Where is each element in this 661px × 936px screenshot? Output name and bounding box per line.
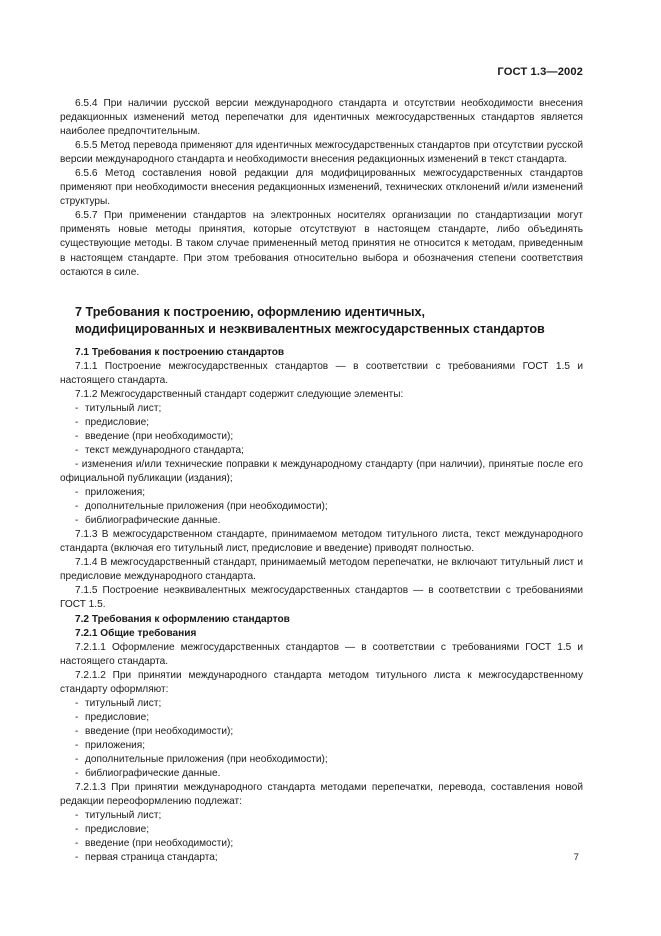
list-item: - титульный лист; xyxy=(75,697,162,709)
list-item-long: - изменения и/или технические поправки к международному стандарту (при наличии), принятые после его официальной публикации (издания); xyxy=(60,458,583,485)
clause-7-2-1-3: 7.2.1.3 При принятии международного стандарта методами перепечатки, перевода, составления новой редакции переоформлению подлежат: xyxy=(60,782,583,808)
section-7-2-title: 7.2 Требования к оформлению стандартов xyxy=(75,613,290,625)
list-item: - введение (при необходимости); xyxy=(75,725,234,737)
page-number: 7 xyxy=(573,852,579,863)
list-item: - библиографические данные. xyxy=(75,768,221,780)
list-item: - титульный лист; xyxy=(75,810,162,822)
list-item: - предисловие; xyxy=(75,824,150,836)
clause-7-1-1: 7.1.1 Построение межгосударственных стандартов — в соответствии с требованиями ГОСТ 1.5 и настоящего стандарта. xyxy=(60,360,583,386)
list-item: - предисловие; xyxy=(75,711,150,723)
clause-7-1-4: 7.1.4 В межгосударственный стандарт, принимаемый методом перепечатки, не включают титульный лист и предисловие международного стандарта. xyxy=(60,557,583,583)
clause-6-5-7: 6.5.7 При применении стандартов на электронных носителях организации по стандартизации могут применять новые методы принятия, которые отсутствуют в настоящем стандарте, либо объединять существующие методы. В таком случае примененный метод принятия не относится к методам, приведенным в настоящем стандарте. При этом требования относительно выбора и обозначения степени соответствия остаются в силе. xyxy=(60,210,583,278)
list-item: - первая страница стандарта; xyxy=(75,852,218,864)
clause-7-2-1-1: 7.2.1.1 Оформление межгосударственных стандартов — в соответствии с требованиями ГОСТ 1.5 и настоящего стандарта. xyxy=(60,641,583,667)
chapter-title-line-1: 7 Требования к построению, оформлению идентичных, xyxy=(75,304,426,319)
clause-7-1-2: 7.1.2 Межгосударственный стандарт содержит следующие элементы: xyxy=(75,388,404,400)
clause-6-5-5: 6.5.5 Метод перевода применяют для идентичных межгосударственных стандартов при отсутствии русской версии международного стандарта и необходимости внесения редакционных изменений в текст стандарта. xyxy=(60,140,583,166)
list-item: - введение (при необходимости); xyxy=(75,430,234,442)
document-body xyxy=(60,97,583,865)
clause-6-5-4: 6.5.4 При наличии русской версии международного стандарта и отсутствии необходимости внесения редакционных изменений метод перепечатки для идентичных межгосударственных стандартов является наиболее предпочтительным. xyxy=(60,98,583,138)
section-7-2-1-title: 7.2.1 Общие требования xyxy=(75,627,197,639)
list-item: - приложения; xyxy=(75,487,146,499)
clause-7-2-1-2: 7.2.1.2 При принятии международного стандарта методом титульного листа к межгосударственному стандарту оформляют: xyxy=(60,669,583,695)
clause-6-5-6: 6.5.6 Метод составления новой редакции для модифицированных межгосударственных стандартов применяют при необходимости внесения редакционных изменений, технических отклонений и/или изменений структуры. xyxy=(60,168,583,208)
list-item: - предисловие; xyxy=(75,416,150,428)
list-item: - титульный лист; xyxy=(75,402,162,414)
list-item: - приложения; xyxy=(75,739,146,751)
chapter-7-heading xyxy=(60,304,583,338)
list-item: - дополнительные приложения (при необходимости); xyxy=(75,501,328,513)
clause-7-1-5: 7.1.5 Построение неэквивалентных межгосударственных стандартов — в соответствии с требованиями ГОСТ 1.5. xyxy=(60,585,583,611)
list-item: - библиографические данные. xyxy=(75,515,221,527)
clause-7-1-3: 7.1.3 В межгосударственном стандарте, принимаемом методом титульного листа, текст международного стандарта (включая его титульный лист, предисловие и введение) приводят полностью. xyxy=(60,529,583,555)
chapter-title-line-2: модифицированных и неэквивалентных межгосударственных стандартов xyxy=(75,321,545,336)
list-item: - введение (при необходимости); xyxy=(75,838,234,850)
section-7-1-title: 7.1 Требования к построению стандартов xyxy=(75,346,285,358)
document-code-header: ГОСТ 1.3—2002 xyxy=(497,66,583,78)
list-item: - текст международного стандарта; xyxy=(75,444,244,456)
list-item: - дополнительные приложения (при необходимости); xyxy=(75,753,328,765)
